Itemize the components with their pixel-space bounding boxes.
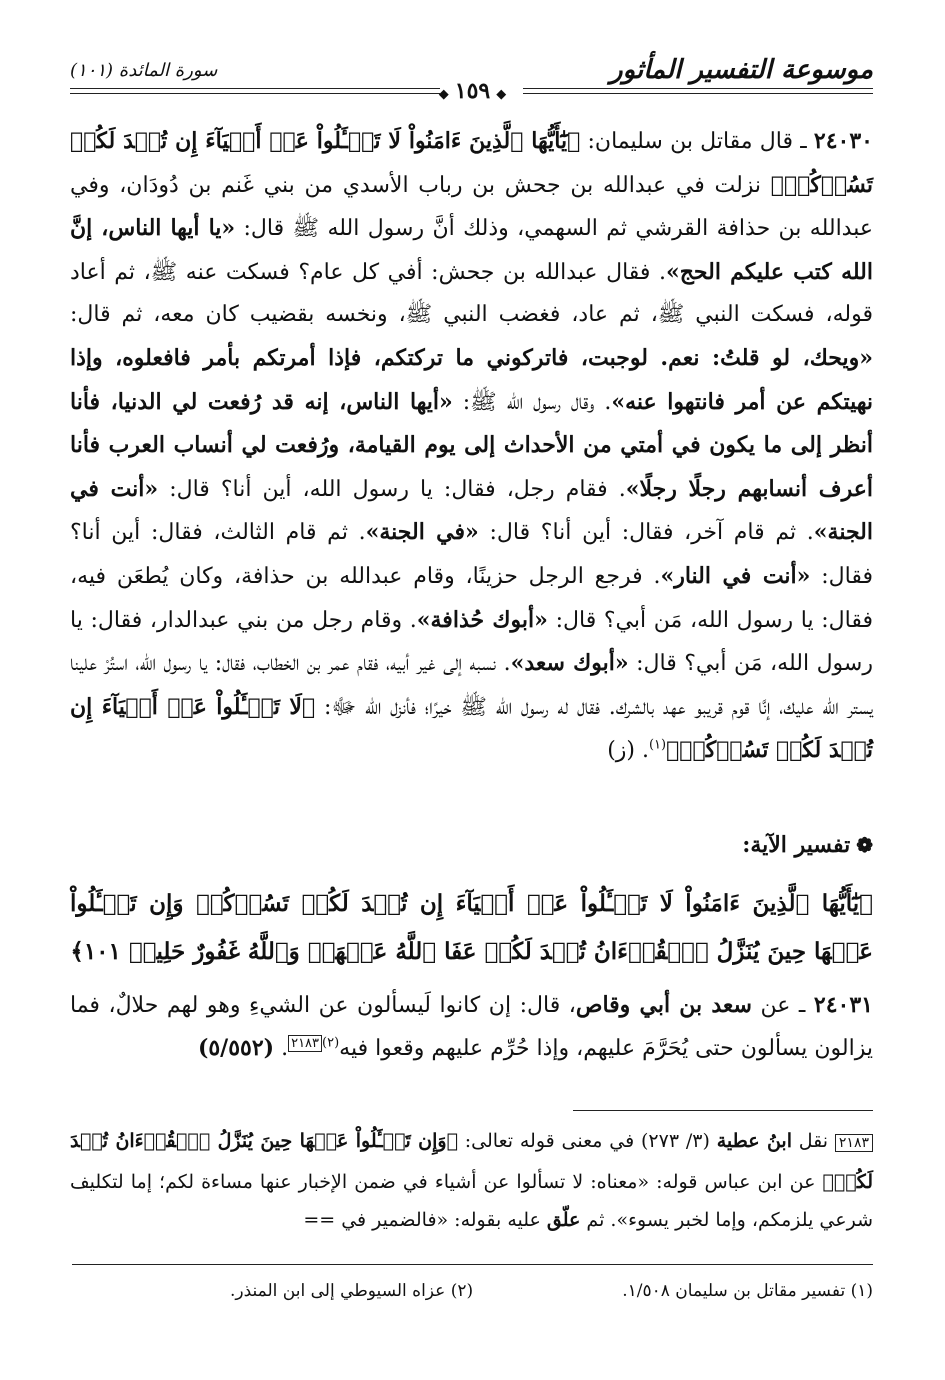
section-heading-text: تفسير الآية: (742, 832, 851, 858)
narration-24030 (70, 120, 873, 773)
text: نقل (791, 1130, 835, 1152)
text: . ثم قام آخر، فقال: أين أنا؟ قال: (478, 520, 814, 546)
text: . نسبه إلى غير أبيه، فقام عمر بن الخطاب، فقال: يا رسول الله، استُرْ علينا يستر الله عليك، إنَّا قوم قريبو عهد بالشرك. فقال له رسول الله ﷺ خيرًا؛ فأنزل الله ﷻ: (70, 651, 874, 720)
text: . (ز) (607, 738, 649, 764)
volume-citation: (٥/٥٥٢) (197, 1035, 275, 1061)
quran-quote: ﴿وَإِن تَسۡـَٔلُواْ عَنۡهَا حِينَ يُنَزَّلُ ٱلۡقُرۡءَانُ تُبۡدَ لَكُمۡ﴾ (70, 1130, 873, 1193)
hadith-quote: «أنت في الجنة» (70, 475, 873, 546)
section-heading (742, 825, 873, 865)
hadith-quote: «يا أيها الناس، إنَّ الله كتب عليكم الحج» (70, 215, 873, 285)
book-title: موسوعة التفسير المأثور (610, 55, 873, 85)
quran-quote: ﴿لَا تَسۡـَٔلُواْ عَنۡ أَشۡيَآءَ إِن تُبۡدَ لَكُمۡ تَسُؤۡكُمۡ﴾ (70, 693, 873, 764)
text: . (274, 1036, 289, 1061)
surah-title: سورة المائدة (١٠١) (70, 60, 218, 81)
footnote-1: (١) تفسير مقاتل بن سليمان ١/٥٠٨. (622, 1281, 873, 1301)
commentary-note (70, 1122, 873, 1240)
note-ref-box[interactable]: ٢١٨٣ (288, 1035, 322, 1052)
text: . فقال عبدالله بن جحش: أفي كل عام؟ فسكت عنه ﷺ، ثم أعاد قوله، فسكت النبي ﷺ، ثم عاد، فغضب النبي ﷺ، ونخسه بقضيب كان معه، ثم قال: (70, 259, 873, 328)
note-separator (573, 1110, 873, 1111)
text: . فقام رجل، فقال: يا رسول الله، أين أنا؟ قال: (158, 476, 626, 502)
text: نزلت في عبدالله بن جحش بن رباب الأسدي من بني غَنم بن دُودَان، وفي عبدالله بن حذافة القرشي ثم السهمي، وذلك أنَّ رسول الله ﷺ قال: (70, 172, 873, 242)
page-number (0, 78, 945, 108)
footnote-ref[interactable]: (١) (648, 737, 667, 753)
narration-number: ٢٤٠٣١ (813, 992, 873, 1018)
footnote-ref[interactable]: (٢) (322, 1035, 340, 1051)
text: (٣/ ٢٧٣) في معنى قوله تعالى: (457, 1130, 717, 1152)
hadith-quote: «أيها الناس، إنه قد رُفعت لي الدنيا، فأنا أنظر إلى ما يكون في أمتي من الأحداث إلى يوم القيامة، ورُفعت لي أنساب العرب فأنا أعرف أنسابهم رجلًا رجلًا» (70, 388, 873, 502)
page-number-text: ١٥٩ (454, 78, 491, 104)
footnote-2: (٢) عزاه السيوطي إلى ابن المنذر. (230, 1281, 474, 1301)
text: . وقال رسول الله ﷺ: (452, 389, 612, 415)
text: ـ عن (751, 993, 814, 1018)
narration-number: ٢٤٠٣٠ (813, 128, 873, 154)
quran-quote: ﴿يَٰٓأَيُّهَا ٱلَّذِينَ ءَامَنُواْ لَا تَسۡـَٔلُواْ عَنۡ أَشۡيَآءَ إِن تُبۡدَ لَكُمۡ تَسُؤۡكُمۡ﴾ (70, 128, 873, 198)
text: ، قال: إن كانوا لَيسألون عن الشيءِ وهو لهم حلالٌ، فما يزالون يسألون حتى يُحَرَّمَ عليهم، وإذا حُرِّم عليهم وقعوا فيه (70, 993, 873, 1061)
text: عليه بقوله: «فالضمير في == (303, 1209, 547, 1231)
text: . وقام رجل من بني عبدالدار، فقال: يا رسول الله، مَن أبي؟ قال: (70, 607, 873, 677)
hadith-quote: «أبوك سعد» (510, 650, 629, 677)
ornament-icon: ◆ (438, 87, 449, 102)
hadith-quote: «أبوك حُذافة» (416, 606, 548, 633)
hadith-quote: «في الجنة» (365, 519, 479, 546)
narration-24031 (70, 984, 873, 1070)
bold-word: علّق (546, 1209, 581, 1231)
ornament-icon: ◆ (496, 87, 507, 102)
narrator-name: سعد بن أبي وقاص (575, 992, 752, 1018)
hadith-quote: «ويحك، لو قلتُ: نعم. لوجبت، فاتركوني ما تركتكم، فإذا أمرتكم بأمر فافعلوه، وإذا نهيتكم عن أمر فانتهوا عنه» (70, 344, 873, 415)
text: . فرجع الرجل حزينًا، وقام عبدالله بن حذافة، وكان يُطعَن فيه، فقال: يا رسول الله، مَن أبي؟ قال: (70, 563, 873, 633)
text: ـ قال مقاتل بن سليمان: (580, 129, 814, 154)
text: عن ابن عباس قوله: «معناه: لا تسألوا عن أشياء في ضمن الإخبار عنها مساءة لكم؛ إما لتكليف شرعي يلزمكم، وإما لخبر يسوء». ثم (70, 1170, 873, 1231)
footnote-separator (72, 1264, 873, 1265)
flower-icon: ❁ (856, 833, 873, 857)
quran-verse: ﴿يَٰٓأَيُّهَا ٱلَّذِينَ ءَامَنُواْ لَا تَسۡـَٔلُواْ عَنۡ أَشۡيَآءَ إِن تُبۡدَ لَكُمۡ تَسُؤۡكُمۡ وَإِن تَسۡـَٔلُواْ عَنۡهَا حِينَ يُنَزَّلُ ٱلۡقُرۡءَانُ تُبۡدَ لَكُمۡ عَفَا ٱللَّهُ عَنۡهَاۗ وَٱللَّهُ غَفُورٌ حَلِيمٞ ١٠١﴾ (70, 890, 873, 965)
note-number-box: ٢١٨٣ (835, 1134, 873, 1152)
text: . ثم قام الثالث، فقال: أين أنا؟ فقال: (70, 520, 873, 589)
scholar-name: ابنُ عطية (716, 1130, 792, 1152)
hadith-quote: «أنت في النار» (660, 562, 811, 589)
